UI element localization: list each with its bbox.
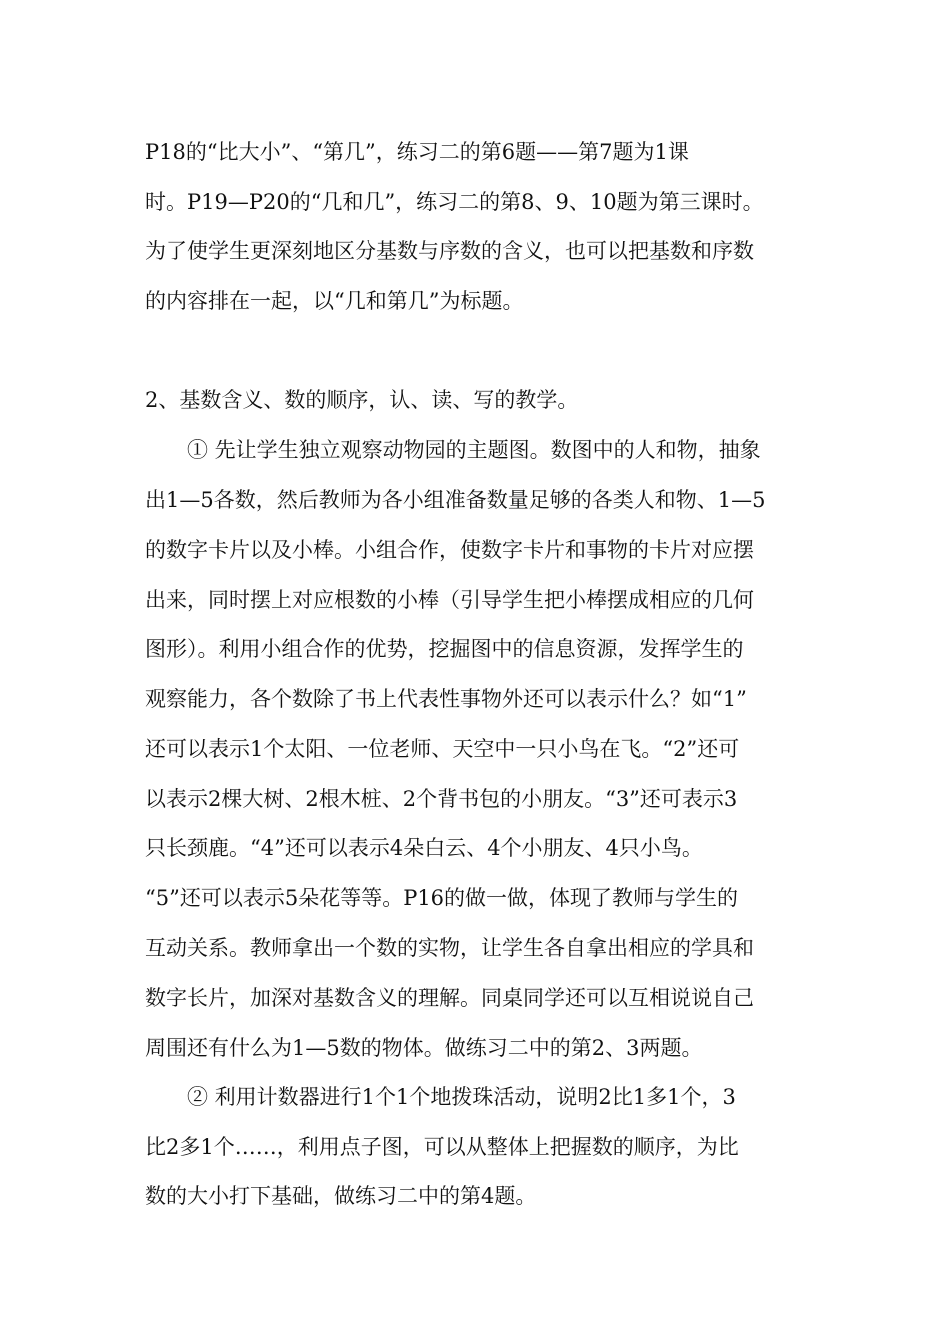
text-line: ① 先让学生独立观察动物园的主题图。数图中的人和物，抽象: [187, 438, 761, 462]
text-line: 的数字卡片以及小棒。小组合作，使数字卡片和事物的卡片对应摆: [145, 538, 754, 562]
text-line: 出1—5各数，然后教师为各小组准备数量足够的各类人和物、1—5: [145, 488, 766, 512]
text-line: 的内容排在一起，以“几和第几”为标题。: [145, 289, 524, 313]
text-line: 只长颈鹿。“4”还可以表示4朵白云、4个小朋友、4只小鸟。: [145, 836, 703, 860]
text-line: P18的“比大小”、“第几”，练习二的第6题——第7题为1课: [145, 140, 689, 164]
text-line: 图形）。利用小组合作的优势，挖掘图中的信息资源，发挥学生的: [145, 637, 744, 661]
text-line: 互动关系。教师拿出一个数的实物，让学生各自拿出相应的学具和: [145, 936, 754, 960]
text-line: ② 利用计数器进行1个1个地拨珠活动，说明2比1多1个，3: [187, 1085, 736, 1109]
text-line: 周围还有什么为1—5数的物体。做练习二中的第2、3两题。: [145, 1036, 703, 1060]
text-line: 时。P19—P20的“几和几”，练习二的第8、9、10题为第三课时。: [145, 190, 764, 214]
text-line: 数字长片，加深对基数含义的理解。同桌同学还可以互相说说自己: [145, 986, 754, 1010]
text-line: 比2多1个……，利用点子图，可以从整体上把握数的顺序，为比: [145, 1135, 739, 1159]
text-line: 数的大小打下基础，做练习二中的第4题。: [145, 1184, 537, 1208]
text-line: “5”还可以表示5朵花等等。P16的做一做，体现了教师与学生的: [145, 886, 739, 910]
text-line: 出来，同时摆上对应根数的小棒（引导学生把小棒摆成相应的几何: [145, 588, 754, 612]
text-line: 为了使学生更深刻地区分基数与序数的含义，也可以把基数和序数: [145, 239, 754, 263]
text-line: 还可以表示1个太阳、一位老师、天空中一只小鸟在飞。“2”还可: [145, 737, 740, 761]
section-heading: 2、基数含义、数的顺序，认、读、写的教学。: [145, 388, 579, 412]
text-line: 以表示2棵大树、2根木桩、2个背书包的小朋友。“3”还可表示3: [145, 787, 738, 811]
text-line: 观察能力，各个数除了书上代表性事物外还可以表示什么？如“1”: [145, 687, 747, 711]
